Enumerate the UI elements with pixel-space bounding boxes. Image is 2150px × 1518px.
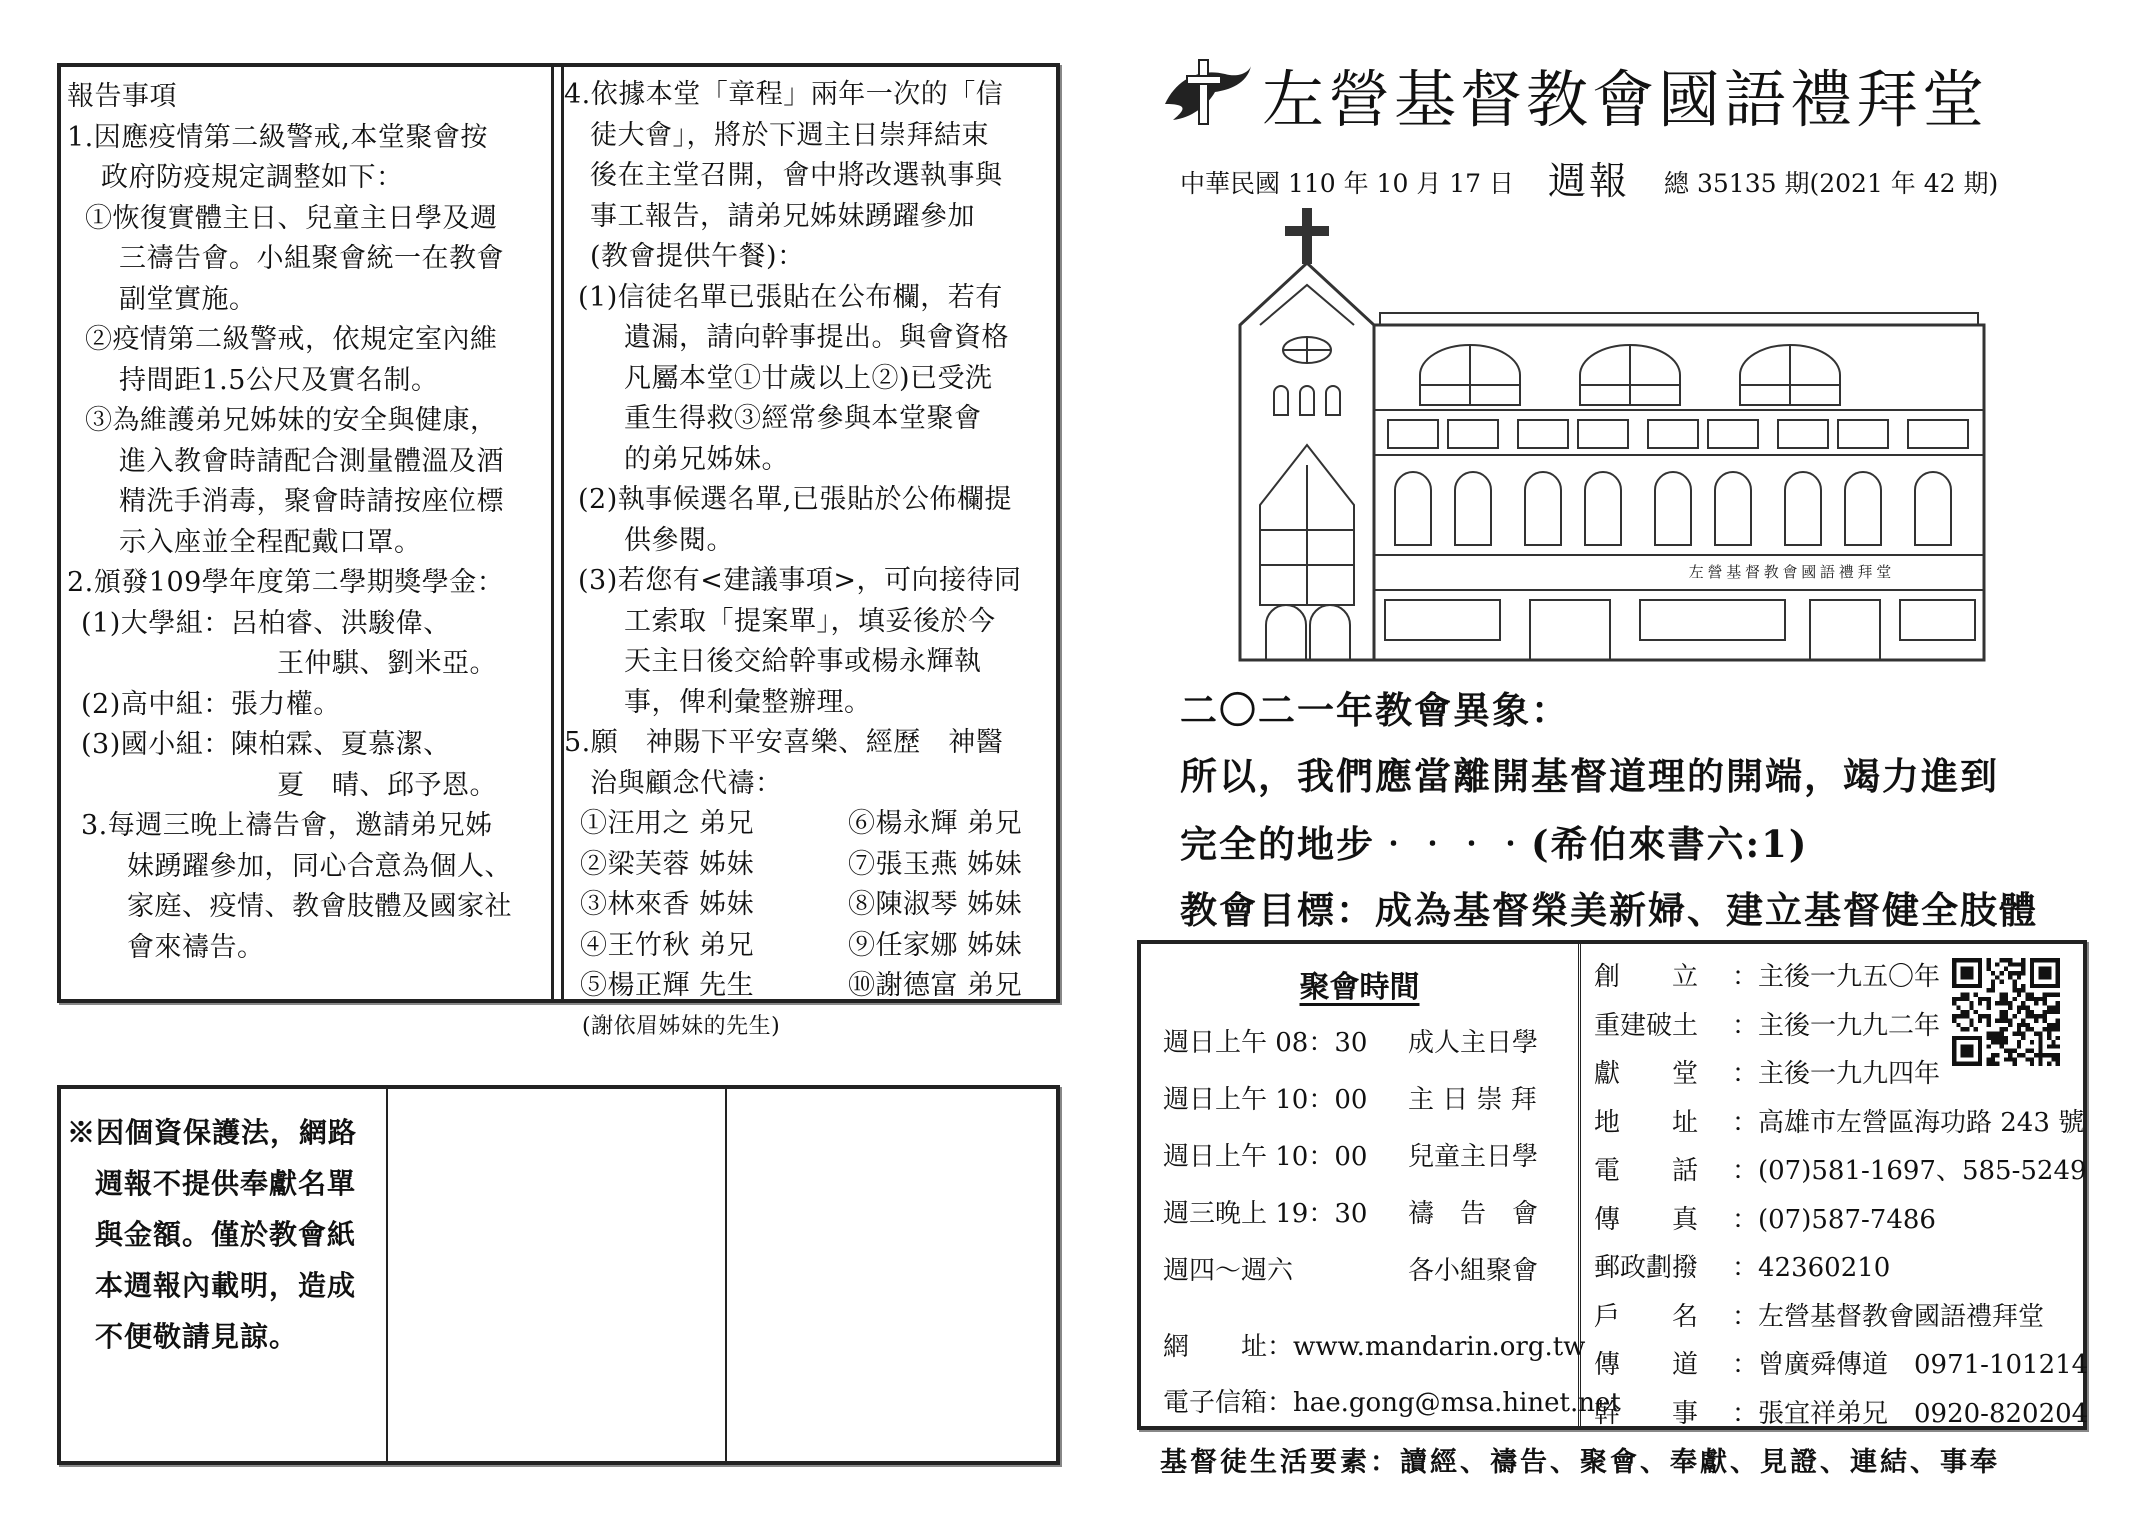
info-value: ：42360210 <box>1732 1253 1891 1283</box>
meeting-time: 週日上午 10：00 <box>1163 1085 1368 1115</box>
meeting-name: 禱 告 會 <box>1408 1199 1539 1229</box>
info-label: 重建破土 <box>1594 1010 1699 1041</box>
announcement-line: (3)國小組：陳柏霖、夏慕潔、 <box>81 729 451 760</box>
vision-verse-line-1: 所以，我們應當離開基督道理的開端，竭力進到 <box>1180 754 1999 798</box>
privacy-notice <box>61 1089 388 1461</box>
meeting-name: 各小組聚會 <box>1408 1256 1539 1286</box>
church-building-illustration <box>1230 205 1990 665</box>
prayer-row <box>564 804 1052 845</box>
prayer-name: ①汪用之 弟兄 <box>580 808 755 839</box>
prayer-name: ⑨任家娜 姊妹 <box>848 929 1023 961</box>
info-value: ：主後一九九四年 <box>1732 1059 1941 1089</box>
announcement-line: 持間距1.5公尺及實名制。 <box>119 364 439 396</box>
privacy-line: 本週報內載明，造成 <box>95 1269 357 1302</box>
issue-date: 中華民國 110 年 10 月 17 日 <box>1180 169 1515 198</box>
announcement-line: 治與顧念代禱： <box>590 767 783 799</box>
prayer-name: ⑩謝德富 弟兄 <box>848 970 1023 1001</box>
announcement-line: 5.願 神賜下平安喜樂、經歷 神醫 <box>564 727 1004 758</box>
info-row <box>1594 1247 1890 1284</box>
meeting-name: 主 日 崇 拜 <box>1408 1085 1537 1115</box>
announcement-line: 凡屬本堂①廿歲以上②)已受洗 <box>624 362 993 394</box>
church-cross-dove-logo-icon <box>1163 56 1253 128</box>
announcement-line: 王仲騏、劉米亞。 <box>277 648 497 679</box>
info-label: 地 址 <box>1594 1107 1699 1138</box>
meeting-row <box>1163 1136 1538 1173</box>
vision-heading: 二〇二一年教會異象： <box>1180 688 1570 732</box>
info-value: ：左營基督教會國語禮拜堂 <box>1732 1301 2045 1332</box>
info-value: ：張宜祥弟兄 0920-820204 <box>1732 1398 2089 1429</box>
info-value: ：(07)581-1697、585-5249 <box>1732 1156 2087 1186</box>
privacy-line: ※因個資保護法，網路 <box>67 1116 358 1149</box>
info-label: 幹 事 <box>1594 1398 1699 1429</box>
meeting-name: 成人主日學 <box>1408 1028 1539 1058</box>
announcement-line: 1.因應疫情第二級警戒,本堂聚會按 <box>67 121 488 153</box>
info-value: ：曾廣舜傳道 0971-101214 <box>1732 1350 2089 1380</box>
privacy-line: 與金額。僅於教會紙 <box>95 1218 357 1251</box>
info-row <box>1594 1053 1940 1090</box>
website: 網 址：www.mandarin.org.tw <box>1163 1332 1586 1362</box>
announcement-line: (教會提供午餐)： <box>590 241 805 272</box>
announcement-line: 重生得救③經常參與本堂聚會 <box>624 403 982 434</box>
announcements-column-2 <box>561 67 1056 1039</box>
vision-verse-line-2: 完全的地步‧‧‧‧(希伯來書六:1) <box>1180 822 1809 866</box>
info-label: 傳 道 <box>1594 1350 1699 1380</box>
announcement-line: 會來禱告。 <box>127 931 265 963</box>
info-label: 獻 堂 <box>1594 1059 1699 1089</box>
announcement-line: 家庭、疫情、教會肢體及國家社 <box>127 891 512 922</box>
meeting-times <box>1141 944 1621 1426</box>
meeting-row <box>1163 1193 1538 1230</box>
announcement-line: 徒大會」，將於下週主日崇拜結束 <box>590 119 989 151</box>
offering-notice-box <box>57 1085 1060 1465</box>
announcement-line: 供參閱。 <box>624 524 734 556</box>
prayer-name: ⑥楊永輝 弟兄 <box>848 808 1023 839</box>
info-row <box>1594 1296 2044 1333</box>
meeting-time: 週日上午 08：30 <box>1163 1028 1368 1058</box>
meeting-name: 兒童主日學 <box>1408 1142 1539 1172</box>
info-row <box>1594 1005 1940 1042</box>
announcement-line: 4.依據本堂「章程」兩年一次的「信 <box>564 79 1004 110</box>
prayer-name: ④王竹秋 弟兄 <box>580 929 755 961</box>
prayer-name: ⑦張玉燕 姊妹 <box>848 848 1023 880</box>
issue-number: 總 35135 期(2021 年 42 期) <box>1664 169 1999 198</box>
prayer-name: ⑤楊正輝 先生 <box>580 970 755 1001</box>
church-goal: 教會目標：成為基督榮美新婦、建立基督健全肢體 <box>1180 888 2038 932</box>
announcement-line: 天主日後交給幹事或楊永輝執 <box>624 646 982 677</box>
privacy-line: 週報不提供奉獻名單 <box>95 1167 357 1200</box>
announcement-line: ①恢復實體主日、兒童主日學及週 <box>85 202 498 234</box>
announcement-line: (2)高中組：張力權。 <box>81 688 341 720</box>
announcement-line: 報告事項 <box>67 81 177 112</box>
info-label: 電 話 <box>1594 1156 1699 1186</box>
prayer-row <box>564 926 1052 967</box>
info-label: 傳 真 <box>1594 1204 1699 1235</box>
announcement-line: (2)執事候選名單,已張貼於公佈欄提 <box>578 484 1012 515</box>
announcement-line: 3.每週三晚上禱告會，邀請弟兄姊 <box>81 810 493 841</box>
announcement-line: 進入教會時請配合測量體溫及酒 <box>119 445 504 477</box>
meeting-row <box>1163 1022 1538 1059</box>
info-value: ：主後一九五〇年 <box>1732 962 1941 992</box>
announcement-line: 的弟兄姊妹。 <box>624 443 789 475</box>
announcement-line: 工索取「提案單」，填妥後於今 <box>624 605 996 637</box>
info-row <box>1594 1199 1936 1236</box>
info-label: 郵政劃撥 <box>1594 1253 1699 1283</box>
info-value: ：(07)587-7486 <box>1732 1204 1936 1235</box>
announcement-line: ③為維護弟兄姊妹的安全與健康， <box>85 405 498 436</box>
meeting-info-box <box>1137 940 2087 1430</box>
building-sign: 左 營 基 督 教 會 國 語 禮 拜 堂 <box>1688 565 1892 581</box>
announcement-line: (3)若您有<建議事項>，可向接待同 <box>578 565 1022 596</box>
email: 電子信箱：hae.gong@msa.hinet.net <box>1163 1388 1621 1418</box>
info-row <box>1594 1150 2087 1187</box>
announcement-line: 政府防疫規定調整如下： <box>101 162 404 193</box>
prayer-row <box>564 885 1052 926</box>
announcement-line: 遺漏，請向幹事提出。與會資格 <box>624 322 1009 353</box>
offering-blank-column-2 <box>727 1089 1056 1461</box>
meeting-row <box>1163 1079 1537 1116</box>
church-title: 左營基督教會國語禮拜堂 <box>1262 63 1989 136</box>
announcements-box <box>57 63 1060 1039</box>
announcement-line: 精洗手消毒，聚會時請按座位標 <box>119 486 504 517</box>
info-row <box>1594 1344 2088 1381</box>
meeting-time: 週四～週六 <box>1163 1256 1294 1286</box>
info-value: ：高雄市左營區海功路 243 號 <box>1732 1107 2085 1138</box>
prayer-name: ②梁芙蓉 姊妹 <box>580 848 755 880</box>
issue-dateline <box>1180 148 1998 203</box>
announcement-line: (1)信徒名單已張貼在公布欄，若有 <box>578 281 1003 313</box>
prayer-row <box>564 845 1052 886</box>
meeting-times-heading: 聚會時間 <box>1299 970 1420 1005</box>
announcement-line: 事工報告，請弟兄姊妹踴躍參加 <box>590 200 975 232</box>
announcement-line: 2.頒發109學年度第二學期獎學金： <box>67 567 505 598</box>
announcement-line: 夏 晴、邱予恩。 <box>277 769 497 801</box>
meeting-time: 週三晚上 19：30 <box>1163 1199 1368 1229</box>
info-row <box>1594 956 1940 993</box>
announcement-line: 三禱告會。小組聚會統一在教會 <box>119 243 504 274</box>
offering-blank-column-1 <box>388 1089 727 1461</box>
announcement-line: (1)大學組：呂柏睿、洪駿偉、 <box>81 607 451 639</box>
announcement-line: 示入座並全程配戴口罩。 <box>119 526 422 558</box>
prayer-list <box>564 804 1052 1007</box>
meeting-time: 週日上午 10：00 <box>1163 1142 1368 1172</box>
weekly-label: 週報 <box>1548 159 1631 203</box>
info-label: 創 立 <box>1594 962 1699 992</box>
info-label: 戶 名 <box>1594 1301 1699 1332</box>
qr-code-icon <box>1952 958 2060 1066</box>
announcement-line: 後在主堂召開，會中將改選執事與 <box>590 160 1003 191</box>
prayer-row <box>564 966 1052 1007</box>
prayer-name: ⑧陳淑琴 姊妹 <box>848 889 1023 920</box>
announcement-line: 事，俾利彙整辦理。 <box>624 686 872 718</box>
prayer-note: (謝依眉姊妹的先生) <box>582 1013 781 1039</box>
info-row <box>1594 1393 2088 1430</box>
christian-life-essentials: 基督徒生活要素：讀經、禱告、聚會、奉獻、見證、連結、事奉 <box>1160 1447 2000 1478</box>
announcement-line: 妹踴躍參加，同心合意為個人、 <box>127 850 512 882</box>
info-value: ：主後一九九二年 <box>1732 1010 1941 1041</box>
prayer-name: ③林來香 姊妹 <box>580 889 755 920</box>
announcement-line: 副堂實施。 <box>119 283 257 315</box>
announcements-column-1 <box>61 67 554 999</box>
announcement-line: ②疫情第二級警戒，依規定室內維 <box>85 324 498 355</box>
meeting-row <box>1163 1250 1538 1287</box>
privacy-line: 不便敬請見諒。 <box>95 1320 299 1353</box>
info-row <box>1594 1102 2084 1139</box>
